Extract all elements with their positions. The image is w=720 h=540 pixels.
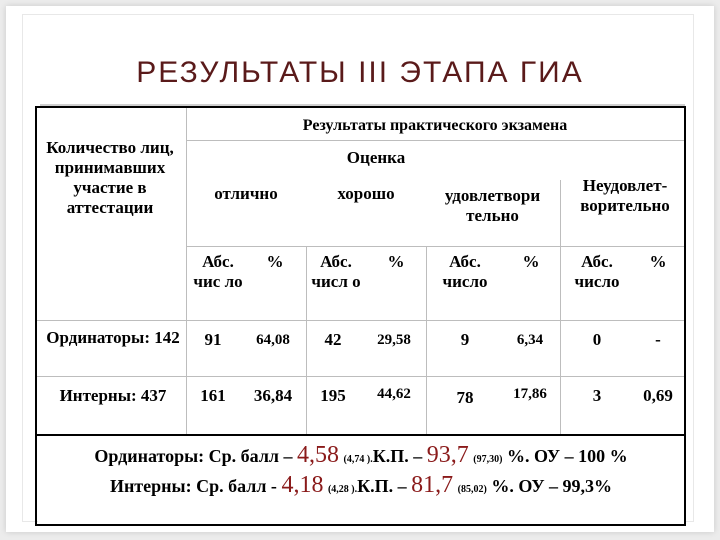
table-cell: 29,58 (377, 332, 411, 348)
row-label-interns: Интерны: 437 (59, 386, 167, 405)
table-cell: 64,08 (256, 332, 290, 348)
average-score: 4,58 (297, 442, 340, 468)
grid-line (37, 320, 684, 321)
grid-line (560, 180, 561, 434)
grade-excellent: отлично (214, 184, 278, 203)
page-title: РЕЗУЛЬТАТЫ III ЭТАПА ГИА (136, 56, 584, 89)
table-cell: 0 (592, 330, 602, 349)
row-header: Количество лиц, принимавших участие в аттестации (46, 138, 174, 217)
table-cell: 91 (204, 330, 222, 349)
previous-score: (4,74 ). (343, 454, 373, 465)
sub-header-abs: Абс. числ о (311, 252, 361, 291)
summary-residents (38, 442, 684, 469)
table-cell: 9 (460, 330, 470, 349)
table-cell: 17,86 (513, 386, 547, 402)
sub-header-pct: % (522, 252, 540, 271)
table-cell: 42 (324, 330, 342, 349)
sub-header-pct: % (266, 252, 284, 271)
table-border-bottom (35, 524, 686, 526)
table-border-top (35, 106, 686, 108)
summary-interns (38, 472, 684, 499)
grid-line (426, 246, 427, 434)
quality-value: 81,7 (411, 472, 454, 498)
sub-header-pct: % (649, 252, 667, 271)
sub-header-abs: Абс. чис ло (193, 252, 243, 291)
table-cell: - (655, 330, 661, 349)
sub-header-pct: % (387, 252, 405, 271)
table-cell: 0,69 (643, 386, 673, 405)
table-cell: 78 (456, 388, 474, 407)
success-rate: %. ОУ – 100 % (506, 446, 628, 466)
grade-unsatisfactory: Неудовлет- ворительно (580, 176, 670, 215)
sub-header-abs: Абс. число (574, 252, 620, 291)
summary-box (38, 436, 684, 524)
row-label-residents: Ординаторы: 142 (46, 328, 180, 347)
table-cell: 44,62 (377, 386, 411, 402)
quality-label: К.П. – (357, 476, 407, 496)
summary-label: Ординаторы: Ср. балл – (94, 446, 293, 466)
grid-line (186, 140, 684, 141)
grid-line (37, 376, 684, 377)
table-cell: 36,84 (253, 386, 293, 405)
grid-line (186, 246, 684, 247)
grade-good: хорошо (337, 184, 395, 203)
summary-label: Интерны: Ср. балл - (109, 476, 277, 496)
table-cell: 195 (320, 386, 346, 405)
table-border-right (684, 106, 686, 526)
success-rate: %. ОУ – 99,3% (491, 476, 613, 496)
previous-score: (4,28 ). (327, 484, 358, 495)
previous-quality: (97,30) (473, 454, 503, 465)
quality-label: К.П. – (372, 446, 423, 466)
average-score: 4,18 (281, 472, 324, 498)
sub-header-abs: Абс. число (442, 252, 488, 291)
table-cell: 161 (200, 386, 226, 405)
table-cell: 3 (592, 386, 602, 405)
grade-satisfactory: удовлетвори тельно (444, 186, 541, 225)
exam-header: Результаты практического экзамена (302, 117, 568, 134)
quality-value: 93,7 (426, 442, 469, 468)
table-border-left (35, 106, 37, 526)
previous-quality: (85,02) (457, 484, 487, 495)
grade-header: Оценка (346, 148, 406, 167)
table-cell: 6,34 (516, 332, 544, 348)
